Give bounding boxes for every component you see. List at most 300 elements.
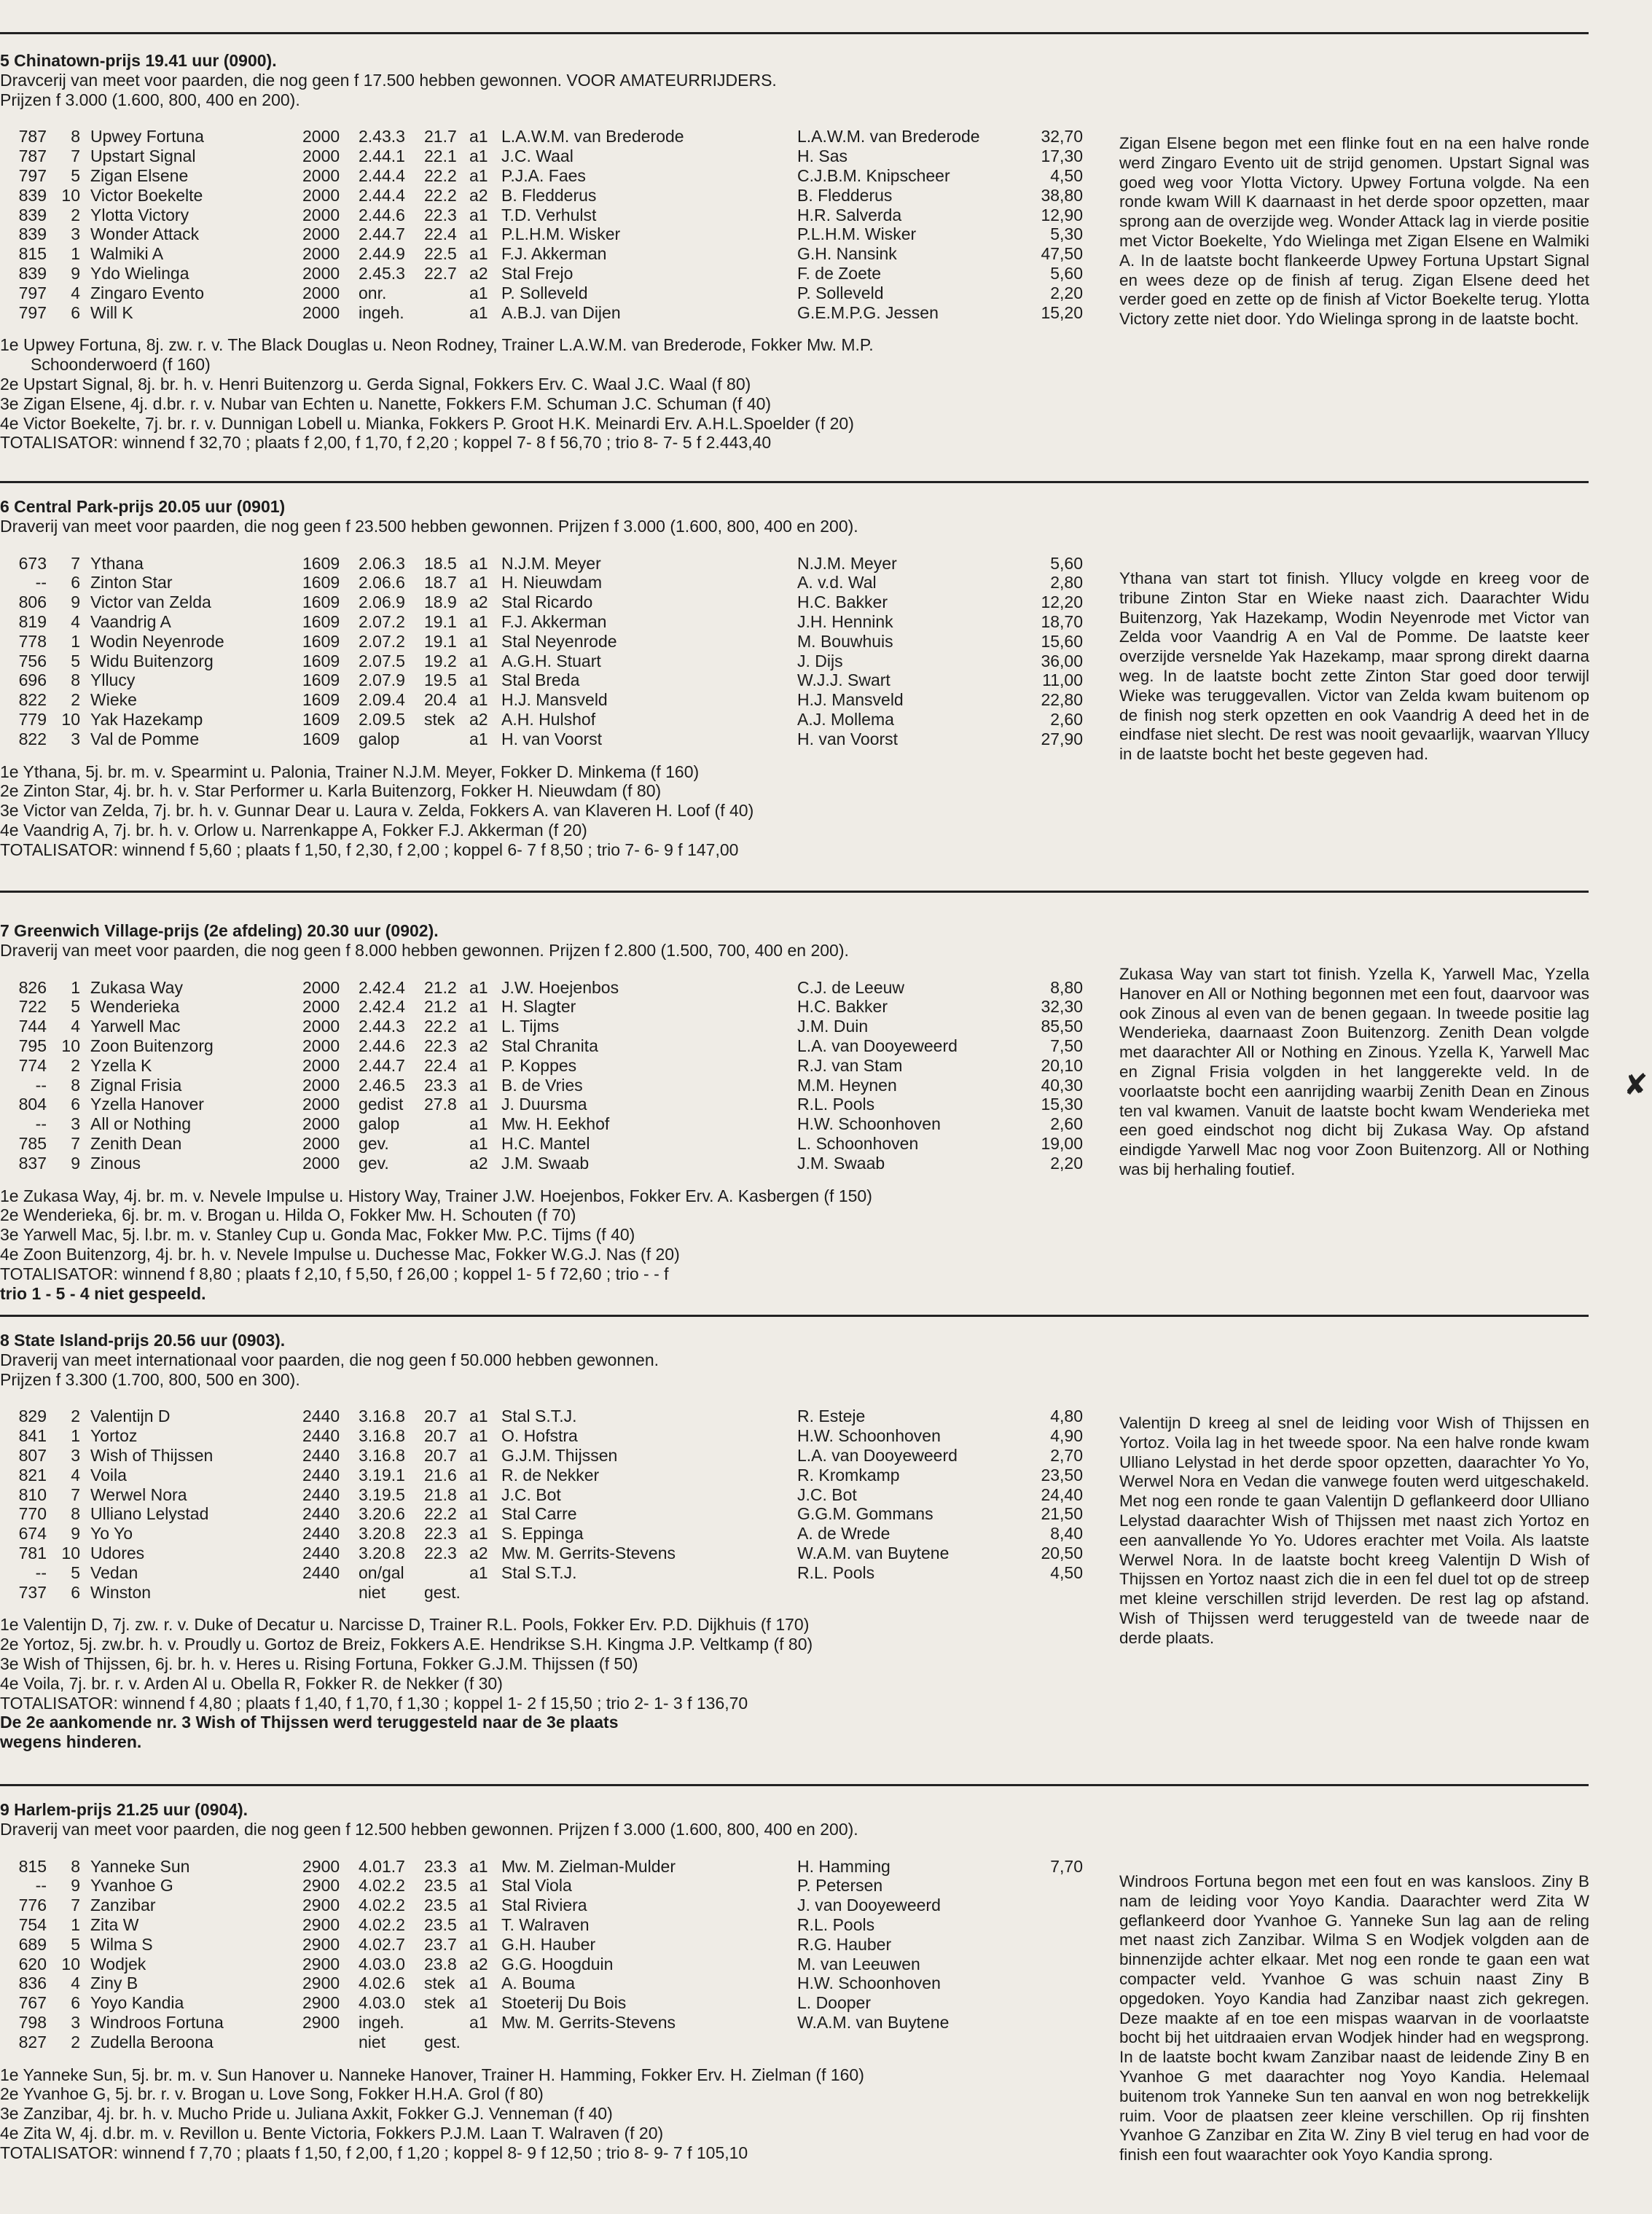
odds: 21,50 — [1041, 1504, 1083, 1524]
race-section — [0, 1800, 1603, 2163]
kilometer-time: 21.8 — [424, 1485, 457, 1504]
distance: 2000 — [302, 1114, 340, 1134]
owner: J.C. Waal — [501, 146, 573, 166]
category: a2 — [469, 1954, 488, 1974]
horse-name: Ythana — [90, 553, 144, 573]
horse-name: Zignal Frisia — [90, 1075, 182, 1095]
owner: Stal Frejo — [501, 263, 573, 283]
driver: H.J. Mansveld — [797, 690, 904, 710]
odds: 2,70 — [1050, 1445, 1083, 1465]
previous-number: 779 — [18, 709, 47, 729]
driver: J. van Dooyeweerd — [797, 1896, 941, 1915]
owner: P.J.A. Faes — [501, 165, 586, 185]
distance: 2900 — [302, 1974, 340, 1993]
odds: 36,00 — [1041, 651, 1083, 670]
time: 2.42.4 — [359, 977, 405, 997]
start-number: 1 — [71, 631, 80, 651]
horse-name: Voila — [90, 1465, 127, 1485]
odds: 8,80 — [1050, 977, 1083, 997]
horse-name: Upwey Fortuna — [90, 127, 204, 146]
previous-number: -- — [35, 573, 47, 592]
result-line: 1e Ythana, 5j. br. m. v. Spearmint u. Palonia, Trainer N.J.M. Meyer, Fokker D. Minkema (f 160) — [0, 762, 700, 781]
time: 4.02.2 — [359, 1914, 405, 1934]
section-divider — [0, 481, 1589, 483]
category: a1 — [469, 631, 488, 651]
result-line: 4e Voila, 7j. br. r. v. Arden Al u. Obella R, Fokker R. de Nekker (f 30) — [0, 1673, 503, 1693]
race-conditions: Draverij van meet voor paarden, die nog geen f 23.500 hebben gewonnen. Prijzen f 3.000 (1.600, 800, 400 en 200). — [0, 516, 858, 536]
result-line: 2e Upstart Signal, 8j. br. h. v. Henri Buitenzorg u. Gerda Signal, Fokkers Erv. C. Waal J.C. Waal (f 80) — [0, 374, 751, 394]
race-commentary: Windroos Fortuna begon met een fout en was kansloos. Ziny B nam de leiding voor Yoyo Kandia. Daarachter werd Zita W geflankeerd door Yvanhoe G. Yanneke Sun lag aan de reling met naast zich Zanzibar. Wilma S en Wodjek volgden aan de binnenzijde achter elkaar. Met nog een ronde te gaan een wat compacter veld. Yvanhoe G was schuin naast Ziny B opgedoken. Yoyo Kandia had Zanzibar naast zich gekregen. Deze maakte af en toe een mispas waarvan in de voorlaatste bocht bij het uitdraaien ervan Wodjek hinder had en wegsprong. In de laatste bocht kwam Zanzibar naast de leidende Ziny B en Yvanhoe G met daarachter nog Yoyo Kandia. Helemaal buitenom trok Yanneke Sun ten aanval en won nog betrekkelijk ruim. Voor de plaatsen zeer kleine verschillen. Op rij finshten Yvanhoe G Zanzibar en Zita W. Ziny B viel terug en had voor de finish een fout waarachter ook Yoyo Kandia sprong. — [1119, 1872, 1589, 2164]
odds: 40,30 — [1041, 1075, 1083, 1095]
race-title: 6 Central Park-prijs 20.05 uur (0901) — [0, 497, 286, 516]
previous-number: 754 — [18, 1914, 47, 1934]
result-line: TOTALISATOR: winnend f 5,60 ; plaats f 1,50, f 2,30, f 2,00 ; koppel 6- 7 f 8,50 ; trio 7- 6- 9 f 147,00 — [0, 840, 739, 859]
owner: G.H. Hauber — [501, 1934, 596, 1954]
previous-number: 785 — [18, 1133, 47, 1153]
driver: H.C. Bakker — [797, 997, 888, 1017]
horse-name: Ulliano Lelystad — [90, 1504, 209, 1524]
owner: Mw. H. Eekhof — [501, 1114, 610, 1134]
driver: M.M. Heynen — [797, 1075, 897, 1095]
driver: L. Schoonhoven — [797, 1133, 919, 1153]
owner: J. Duursma — [501, 1095, 587, 1114]
horse-name: All or Nothing — [90, 1114, 192, 1134]
category: a1 — [469, 2012, 488, 2032]
distance: 2000 — [302, 283, 340, 302]
horse-name: Will K — [90, 302, 133, 322]
distance: 2900 — [302, 1914, 340, 1934]
distance: 2000 — [302, 1055, 340, 1075]
start-number: 3 — [71, 224, 80, 244]
owner: Mw. M. Zielman-Mulder — [501, 1856, 676, 1876]
horse-name: Victor Boekelte — [90, 185, 203, 205]
start-number: 4 — [71, 1465, 80, 1485]
category: a1 — [469, 670, 488, 690]
category: a1 — [469, 1974, 488, 1993]
odds: 18,70 — [1041, 611, 1083, 631]
distance: 1609 — [302, 611, 340, 631]
horse-name: Yzella Hanover — [90, 1095, 204, 1114]
start-number: 8 — [71, 1075, 80, 1095]
category: a1 — [469, 611, 488, 631]
start-number: 1 — [71, 1914, 80, 1934]
driver: J.C. Bot — [797, 1485, 857, 1504]
horse-name: Zingaro Evento — [90, 283, 204, 302]
kilometer-time: 22.3 — [424, 1524, 457, 1544]
result-line: 3e Zanzibar, 4j. br. h. v. Mucho Pride u. Juliana Axkit, Fokker G.J. Venneman (f 40) — [0, 2104, 613, 2124]
horse-name: Zita W — [90, 1914, 139, 1934]
time: 2.44.4 — [359, 185, 405, 205]
category: a1 — [469, 1856, 488, 1876]
category: a1 — [469, 1993, 488, 2013]
distance: 2440 — [302, 1407, 340, 1426]
race-title: 7 Greenwich Village-prijs (2e afdeling) 20.30 uur (0902). — [0, 921, 439, 940]
owner: F.J. Akkerman — [501, 244, 607, 264]
race-conditions: Draverij van meet voor paarden, die nog geen f 8.000 hebben gewonnen. Prijzen f 2.800 (1.500, 700, 400 en 200). — [0, 940, 849, 960]
time: galop — [359, 729, 400, 748]
owner: Stal Chranita — [501, 1036, 598, 1055]
horse-name: Yanneke Sun — [90, 1856, 190, 1876]
driver: P.L.H.M. Wisker — [797, 224, 917, 244]
time: 2.44.6 — [359, 1036, 405, 1055]
driver: W.A.M. van Buytene — [797, 2012, 950, 2032]
owner: H.J. Mansveld — [501, 690, 608, 710]
kilometer-time: 20.7 — [424, 1445, 457, 1465]
driver: R. Esteje — [797, 1407, 866, 1426]
top-rule — [0, 32, 1589, 34]
race-conditions: Draverij van meet internationaal voor paarden, die nog geen f 50.000 hebben gewonnen. — [0, 1350, 659, 1369]
driver: H.W. Schoonhoven — [797, 1426, 941, 1446]
distance: 2440 — [302, 1426, 340, 1446]
time: 2.06.6 — [359, 573, 405, 592]
time: 2.07.5 — [359, 651, 405, 670]
horse-name: Zudella Beroona — [90, 2032, 214, 2051]
distance: 2000 — [302, 224, 340, 244]
time: 2.09.5 — [359, 709, 405, 729]
horse-name: Windroos Fortuna — [90, 2012, 224, 2032]
distance: 2900 — [302, 1856, 340, 1876]
driver: H. Hamming — [797, 1856, 890, 1876]
driver: J. Dijs — [797, 651, 843, 670]
start-number: 10 — [61, 1036, 80, 1055]
category: a1 — [469, 997, 488, 1017]
time: 3.20.6 — [359, 1504, 405, 1524]
odds: 15,30 — [1041, 1095, 1083, 1114]
distance: 1609 — [302, 592, 340, 612]
horse-name: Wieke — [90, 690, 137, 710]
previous-number: 787 — [18, 146, 47, 166]
kilometer-time: 19.2 — [424, 651, 457, 670]
horse-name: Walmiki A — [90, 244, 164, 264]
horse-name: Ydo Wielinga — [90, 263, 189, 283]
previous-number: 797 — [18, 283, 47, 302]
owner: Stal Ricardo — [501, 592, 593, 612]
driver: R.L. Pools — [797, 1914, 875, 1934]
owner: G.J.M. Thijssen — [501, 1445, 618, 1465]
time: gev. — [359, 1133, 389, 1153]
result-line: 2e Yortoz, 5j. zw.br. h. v. Proudly u. Gortoz de Breiz, Fokkers A.E. Hendrikse S.H. Kingma J.P. Veltkamp (f 80) — [0, 1635, 813, 1654]
distance: 2000 — [302, 997, 340, 1017]
odds: 4,80 — [1050, 1407, 1083, 1426]
odds: 23,50 — [1041, 1465, 1083, 1485]
previous-number: 810 — [18, 1485, 47, 1504]
odds: 22,80 — [1041, 690, 1083, 710]
owner: H.C. Mantel — [501, 1133, 590, 1153]
driver: H.W. Schoonhoven — [797, 1114, 941, 1134]
distance: 2900 — [302, 1954, 340, 1974]
previous-number: 826 — [18, 977, 47, 997]
category: a1 — [469, 1426, 488, 1446]
owner: Stal Breda — [501, 670, 580, 690]
odds: 4,50 — [1050, 1562, 1083, 1582]
driver: M. Bouwhuis — [797, 631, 893, 651]
time: 2.46.5 — [359, 1075, 405, 1095]
owner: Mw. M. Gerrits-Stevens — [501, 1543, 676, 1562]
start-number: 8 — [71, 670, 80, 690]
kilometer-time: stek — [424, 1993, 455, 2013]
time: gedist — [359, 1095, 404, 1114]
start-number: 1 — [71, 1426, 80, 1446]
owner: H. Nieuwdam — [501, 573, 603, 592]
previous-number: 620 — [18, 1954, 47, 1974]
kilometer-time: 22.2 — [424, 1017, 457, 1036]
kilometer-time: stek — [424, 709, 455, 729]
horse-name: Yarwell Mac — [90, 1017, 181, 1036]
driver: A. de Wrede — [797, 1524, 890, 1544]
kilometer-time: 23.5 — [424, 1876, 457, 1896]
owner: A.H. Hulshof — [501, 709, 596, 729]
kilometer-time: 22.1 — [424, 146, 457, 166]
section-divider — [0, 1784, 1589, 1786]
kilometer-time: 27.8 — [424, 1095, 457, 1114]
placings-and-totalisator — [0, 762, 1603, 860]
start-number: 5 — [71, 1934, 80, 1954]
start-number: 8 — [71, 1856, 80, 1876]
start-number: 7 — [71, 553, 80, 573]
category: a1 — [469, 1562, 488, 1582]
result-line: TOTALISATOR: winnend f 8,80 ; plaats f 2,10, f 5,50, f 26,00 ; koppel 1- 5 f 72,60 ; trio - - f — [0, 1264, 669, 1283]
odds: 8,40 — [1050, 1524, 1083, 1544]
category: a1 — [469, 244, 488, 264]
kilometer-time: 23.8 — [424, 1954, 457, 1974]
horse-name: Upstart Signal — [90, 146, 196, 166]
distance: 2900 — [302, 1896, 340, 1915]
driver: F. de Zoete — [797, 263, 882, 283]
distance: 2900 — [302, 1876, 340, 1896]
horse-name: Wilma S — [90, 1934, 153, 1954]
horse-name: Yo Yo — [90, 1524, 133, 1544]
distance: 2000 — [302, 1017, 340, 1036]
time: 2.09.4 — [359, 690, 405, 710]
result-line: TOTALISATOR: winnend f 7,70 ; plaats f 1,50, f 2,00, f 1,20 ; koppel 8- 9 f 12,50 ; trio 8- 9- 7 f 105,10 — [0, 2143, 748, 2162]
result-line: 3e Zigan Elsene, 4j. d.br. r. v. Nubar van Echten u. Nanette, Fokkers F.M. Schuman J.C. Schuman (f 40) — [0, 394, 772, 413]
horse-name: Widu Buitenzorg — [90, 651, 214, 670]
horse-name: Ylotta Victory — [90, 205, 189, 224]
kilometer-time: 19.1 — [424, 631, 457, 651]
start-number: 2 — [71, 205, 80, 224]
horse-name: Victor van Zelda — [90, 592, 211, 612]
owner: N.J.M. Meyer — [501, 553, 601, 573]
race-conditions: Prijzen f 3.300 (1.700, 800, 500 en 300). — [0, 1369, 300, 1389]
distance: 2440 — [302, 1445, 340, 1465]
driver: R.G. Hauber — [797, 1934, 892, 1954]
start-number: 6 — [71, 573, 80, 592]
kilometer-time: 18.9 — [424, 592, 457, 612]
distance: 1609 — [302, 651, 340, 670]
kilometer-time: 23.3 — [424, 1075, 457, 1095]
previous-number: 776 — [18, 1896, 47, 1915]
owner: Stal Carre — [501, 1504, 577, 1524]
horse-name: Winston — [90, 1582, 152, 1602]
start-number: 6 — [71, 1582, 80, 1602]
category: a1 — [469, 1445, 488, 1465]
driver: G.G.M. Gommans — [797, 1504, 933, 1524]
previous-number: 804 — [18, 1095, 47, 1114]
time: 3.20.8 — [359, 1543, 405, 1562]
previous-number: 822 — [18, 729, 47, 748]
start-number: 7 — [71, 1896, 80, 1915]
previous-number: 827 — [18, 2032, 47, 2051]
category: a1 — [469, 283, 488, 302]
kilometer-time: 22.3 — [424, 205, 457, 224]
horse-name: Yzella K — [90, 1055, 152, 1075]
result-line: 4e Zoon Buitenzorg, 4j. br. h. v. Nevele Impulse u. Duchesse Mac, Fokker W.G.J. Nas (f 20) — [0, 1244, 680, 1264]
owner: B. Fledderus — [501, 185, 597, 205]
driver: J.H. Hennink — [797, 611, 893, 631]
previous-number: 767 — [18, 1993, 47, 2013]
driver: L.A. van Dooyeweerd — [797, 1036, 958, 1055]
horse-name: Werwel Nora — [90, 1485, 187, 1504]
category: a1 — [469, 1934, 488, 1954]
previous-number: -- — [35, 1562, 47, 1582]
previous-number: 819 — [18, 611, 47, 631]
pen-mark-icon: ✘ — [1624, 1069, 1648, 1101]
odds: 17,30 — [1041, 146, 1083, 166]
previous-number: 841 — [18, 1426, 47, 1446]
result-line: 3e Victor van Zelda, 7j. br. h. v. Gunnar Dear u. Laura v. Zelda, Fokkers A. van Klaveren H. Loof (f 40) — [0, 801, 754, 821]
start-number: 10 — [61, 709, 80, 729]
race-conditions: Dravcerij van meet voor paarden, die nog geen f 17.500 hebben gewonnen. VOOR AMATEURRIJDERS. — [0, 70, 777, 90]
kilometer-time: 21.2 — [424, 977, 457, 997]
time: 2.44.4 — [359, 165, 405, 185]
category: a1 — [469, 1876, 488, 1896]
time: 4.02.2 — [359, 1896, 405, 1915]
race-title: 5 Chinatown-prijs 19.41 uur (0900). — [0, 51, 277, 70]
category: a2 — [469, 1153, 488, 1173]
distance: 1609 — [302, 631, 340, 651]
category: a1 — [469, 1524, 488, 1544]
start-number: 3 — [71, 729, 80, 748]
category: a1 — [469, 1114, 488, 1134]
odds: 15,60 — [1041, 631, 1083, 651]
previous-number: 839 — [18, 205, 47, 224]
time: 4.02.6 — [359, 1974, 405, 1993]
kilometer-time: 21.6 — [424, 1465, 457, 1485]
distance: 2900 — [302, 1993, 340, 2013]
owner: Stal S.T.J. — [501, 1562, 577, 1582]
time: 2.42.4 — [359, 997, 405, 1017]
horse-name: Yak Hazekamp — [90, 709, 203, 729]
previous-number: 837 — [18, 1153, 47, 1173]
category: a1 — [469, 146, 488, 166]
odds: 32,70 — [1041, 127, 1083, 146]
driver: H.R. Salverda — [797, 205, 902, 224]
start-number: 9 — [71, 1524, 80, 1544]
kilometer-time: 22.4 — [424, 1055, 457, 1075]
driver: W.A.M. van Buytene — [797, 1543, 950, 1562]
distance: 2440 — [302, 1562, 340, 1582]
owner: P. Solleveld — [501, 283, 588, 302]
result-line: 1e Upwey Fortuna, 8j. zw. r. v. The Black Douglas u. Neon Rodney, Trainer L.A.W.M. van Brederode, Fokker Mw. M.P. — [0, 335, 874, 355]
race-section — [0, 497, 1603, 860]
result-line: 4e Zita W, 4j. d.br. m. v. Revillon u. Bente Victoria, Fokkers P.J.M. Laan T. Walraven (f 20) — [0, 2123, 664, 2143]
result-line: De 2e aankomende nr. 3 Wish of Thijssen werd teruggesteld naar de 3e plaats — [0, 1713, 619, 1732]
time: 2.06.3 — [359, 553, 405, 573]
driver: B. Fledderus — [797, 185, 893, 205]
driver: L. Dooper — [797, 1993, 872, 2013]
category: a2 — [469, 263, 488, 283]
time: 3.19.5 — [359, 1485, 405, 1504]
horse-name: Wenderieka — [90, 997, 180, 1017]
result-line: Schoonderwoerd (f 160) — [31, 355, 211, 375]
distance: 1609 — [302, 573, 340, 592]
category: a2 — [469, 185, 488, 205]
previous-number: 798 — [18, 2012, 47, 2032]
owner: O. Hofstra — [501, 1426, 578, 1446]
previous-number: 674 — [18, 1524, 47, 1544]
distance: 2900 — [302, 2012, 340, 2032]
driver: A. v.d. Wal — [797, 573, 877, 592]
owner: T. Walraven — [501, 1914, 590, 1934]
horse-name: Wodin Neyenrode — [90, 631, 224, 651]
race-section — [0, 1331, 1603, 1752]
previous-number: 839 — [18, 185, 47, 205]
kilometer-time: 22.2 — [424, 185, 457, 205]
odds: 19,00 — [1041, 1133, 1083, 1153]
driver: P. Solleveld — [797, 283, 884, 302]
category: a1 — [469, 1407, 488, 1426]
kilometer-time: stek — [424, 1974, 455, 1993]
start-number: 8 — [71, 1504, 80, 1524]
time: 2.44.6 — [359, 205, 405, 224]
category: a1 — [469, 1017, 488, 1036]
owner: G.G. Hoogduin — [501, 1954, 614, 1974]
result-line: 2e Zinton Star, 4j. br. h. v. Star Performer u. Karla Buitenzorg, Fokker H. Nieuwdam (f 80) — [0, 781, 662, 801]
previous-number: -- — [35, 1114, 47, 1134]
owner: P.L.H.M. Wisker — [501, 224, 621, 244]
time: 2.44.1 — [359, 146, 405, 166]
category: a1 — [469, 302, 488, 322]
odds: 47,50 — [1041, 244, 1083, 264]
odds: 2,60 — [1050, 1114, 1083, 1134]
previous-number: 797 — [18, 302, 47, 322]
horse-name: Ziny B — [90, 1974, 138, 1993]
odds: 2,20 — [1050, 283, 1083, 302]
horse-name: Zinous — [90, 1153, 141, 1173]
distance: 2900 — [302, 1934, 340, 1954]
previous-number: 774 — [18, 1055, 47, 1075]
start-number: 10 — [61, 1954, 80, 1974]
category: a1 — [469, 977, 488, 997]
driver: H.C. Bakker — [797, 592, 888, 612]
result-line: 3e Wish of Thijssen, 6j. br. h. v. Heres u. Rising Fortuna, Fokker G.J.M. Thijssen (f 50) — [0, 1654, 638, 1673]
distance: 2000 — [302, 1075, 340, 1095]
time: 2.43.3 — [359, 127, 405, 146]
driver: R.L. Pools — [797, 1562, 875, 1582]
race-section — [0, 51, 1603, 453]
result-line: 3e Yarwell Mac, 5j. l.br. m. v. Stanley Cup u. Gonda Mac, Fokker Mw. P.C. Tijms (f 40) — [0, 1225, 635, 1245]
start-number: 5 — [71, 997, 80, 1017]
result-line: 1e Valentijn D, 7j. zw. r. v. Duke of Decatur u. Narcisse D, Trainer R.L. Pools, Fokker Erv. P.D. Dijkhuis (f 170) — [0, 1615, 810, 1635]
previous-number: 839 — [18, 263, 47, 283]
start-number: 3 — [71, 1445, 80, 1465]
start-number: 7 — [71, 1485, 80, 1504]
owner: L.A.W.M. van Brederode — [501, 127, 684, 146]
kilometer-time: 20.7 — [424, 1426, 457, 1446]
driver: C.J.B.M. Knipscheer — [797, 165, 950, 185]
kilometer-time: 23.5 — [424, 1914, 457, 1934]
owner: Stal S.T.J. — [501, 1407, 577, 1426]
odds: 32,30 — [1041, 997, 1083, 1017]
category: a2 — [469, 1036, 488, 1055]
odds: 2,60 — [1050, 709, 1083, 729]
placings-and-totalisator — [0, 1186, 1603, 1304]
odds: 7,50 — [1050, 1036, 1083, 1055]
race-commentary: Ythana van start tot finish. Yllucy volgde en kreeg voor de tribune Zinton Star en Wieke naast zich. Daarachter Widu Buitenzorg, Yak Hazekamp, Wodin Neyenrode met Victor van Zelda voor Vaandrig A en Val de Pomme. De laatste keer overzijde versnelde Yak Hazekamp, maar sprong direkt daarna weg. In de laatste bocht zette Zinton Star goed door terwijl Wieke was teruggevallen. Victor van Zelda kwam buitenom op de finish nog sterk opzetten en ook Vaandrig A deed het in de eindfase niet slecht. De rest was nooit gevaarlijk, waarvan Yllucy in de laatste bocht het beste gegeven had. — [1119, 569, 1589, 764]
driver: H. Sas — [797, 146, 848, 166]
time: 3.19.1 — [359, 1465, 405, 1485]
start-number: 1 — [71, 244, 80, 264]
